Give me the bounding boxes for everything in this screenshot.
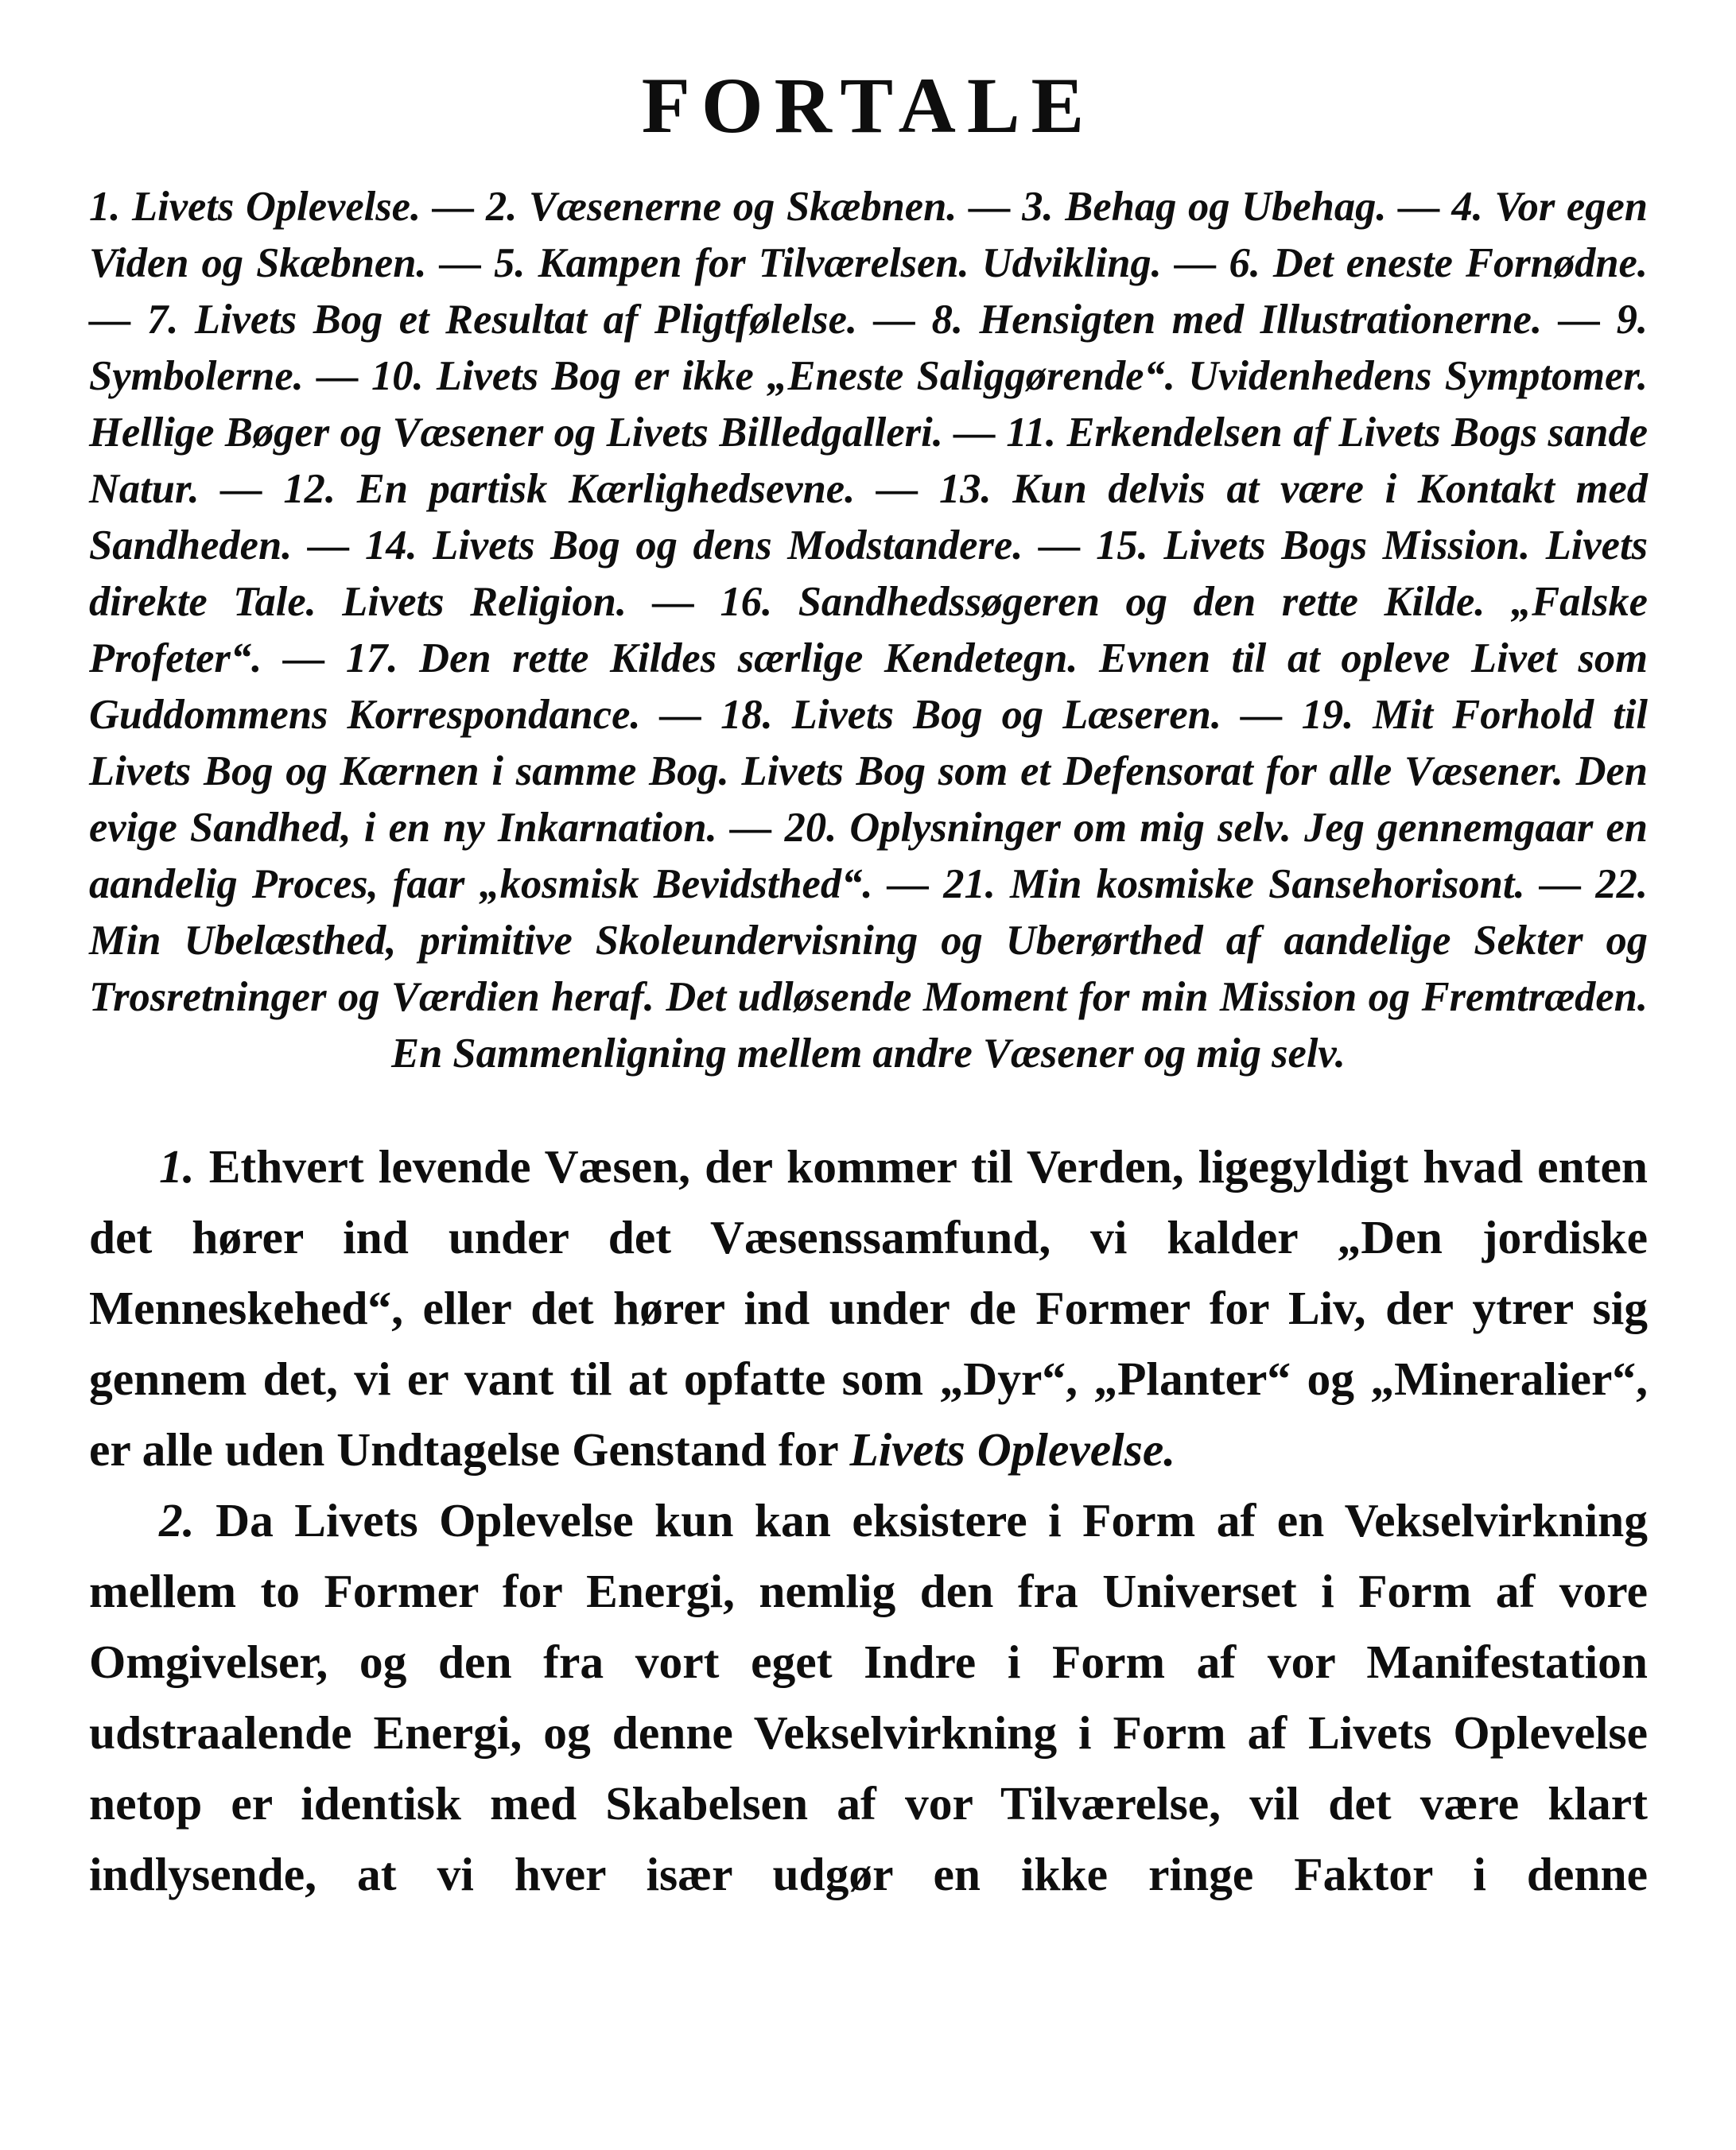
page (89, 61, 1648, 1910)
paragraph-2 (89, 1485, 1648, 1910)
paragraph-number: 2. (159, 1494, 195, 1547)
paragraph-number: 1. (159, 1140, 195, 1193)
page-title: FORTALE (641, 61, 1096, 149)
paragraph-text: Ethvert levende Væsen, der kommer til Verden, ligegyldigt hvad enten det hører ind under det Væsenssamfund, vi kalder „Den jordiske Menneskehed“, eller det hører ind under de Former for Liv, der ytrer sig gennem det, vi er vant til at opfatte som „Dyr“, „Planter“ og „Mineralier“, er alle uden Undtagelse Genstand for (89, 1140, 1648, 1476)
chapter-summary: 1. Livets Oplevelse. — 2. Væsenerne og Skæbnen. — 3. Behag og Ubehag. — 4. Vor egen Viden og Skæbnen. — 5. Kampen for Tilværelsen. Udvikling. — 6. Det eneste Fornødne. — 7. Livets Bog et Resultat af Pligtfølelse. — 8. Hensigten med Illustrationerne. — 9. Symbolerne. — 10. Livets Bog er ikke „Eneste Saliggørende“. Uvidenhedens Symptomer. Hellige Bøger og Væsener og Livets Billedgalleri. — 11. Erkendelsen af Livets Bogs sande Natur. — 12. En partisk Kærlighedsevne. — 13. Kun delvis at være i Kontakt med Sandheden. — 14. Livets Bog og dens Modstandere. — 15. Livets Bogs Mission. Livets direkte Tale. Livets Religion. — 16. Sandhedssøgeren og den rette Kilde. „Falske Profeter“. — 17. Den rette Kildes særlige Kendetegn. Evnen til at opleve Livet som Guddommens Korrespondance. — 18. Livets Bog og Læseren. — 19. Mit Forhold til Livets Bog og Kærnen i samme Bog. Livets Bog som et Defensorat for alle Væsener. Den evige Sandhed, i en ny Inkarnation. — 20. Oplysninger om mig selv. Jeg gennemgaar en aandelig Proces, faar „kosmisk Bevidsthed“. — 21. Min kosmiske Sansehorisont. — 22. Min Ubelæsthed, primitive Skoleundervisning og Uberørthed af aandelige Sekter og Trosretninger og Værdien heraf. Det udløsende Moment for min Mission og Fremtræden. En Sammenligning mellem andre Væsener og mig selv. (89, 184, 1648, 1077)
paragraph-emphasis: Livets Oplevelse. (849, 1423, 1176, 1476)
paragraph-1 (89, 1131, 1648, 1485)
paragraph-text: Da Livets Oplevelse kun kan eksistere i Form af en Vekselvirkning mellem to Former for Energi, nemlig den fra Universet i Form af vore Omgivelser, og den fra vort eget Indre i Form af vor Manifestation udstraalende Energi, og denne Vekselvirkning i Form af Livets Oplevelse netop er identisk med Skabelsen af vor Tilværelse, vil det være klart indlysende, at vi hver især udgør en ikke ringe Faktor i denne (89, 1494, 1648, 1900)
